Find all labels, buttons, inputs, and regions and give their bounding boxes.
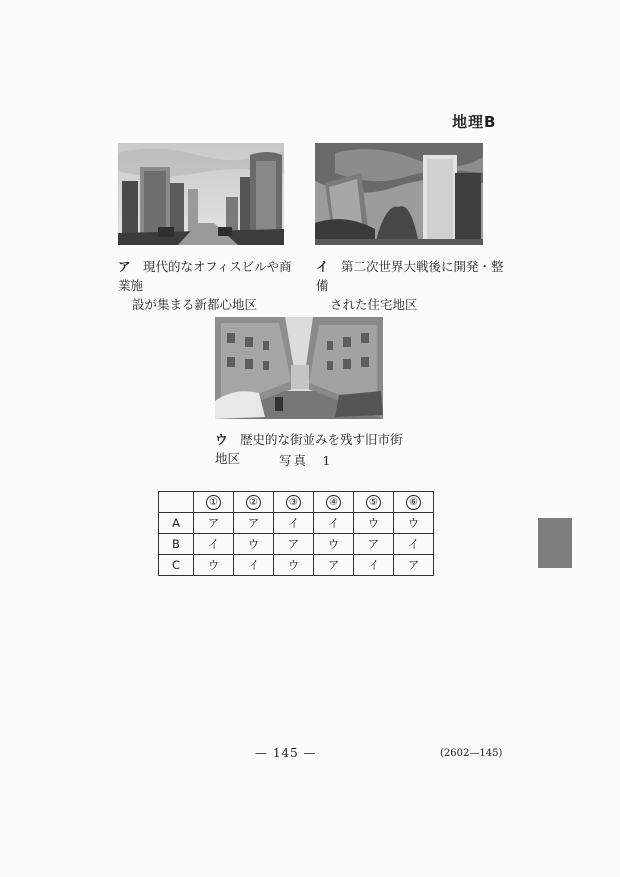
subject-header: 地理B [452,113,497,131]
column-5-label: ⑤ [366,495,381,510]
photo-b-image [315,143,483,245]
row-a-label: A [159,513,194,534]
table-row [159,534,434,555]
column-3-label: ③ [286,495,301,510]
table-row [159,513,434,534]
table-cell: イ [234,555,274,576]
column-3-header [274,492,314,513]
column-5-header [354,492,394,513]
table-cell: イ [314,513,354,534]
table-cell: ア [354,534,394,555]
caption-b [316,257,506,314]
photo-a-office-district [118,143,284,245]
caption-b-mark: イ [316,259,329,274]
column-2-label: ② [246,495,261,510]
column-1-header [194,492,234,513]
column-6-header [394,492,434,513]
side-index-tab [538,518,572,568]
caption-a-line2: 設が集まる新都心地区 [132,297,258,312]
photo-c-image [215,317,383,419]
caption-c-mark: ウ [215,432,228,447]
table-cell: ア [234,513,274,534]
caption-c-line1: 歴史的な街並みを残す旧市街地区 [215,432,403,466]
photo-b-residential-district [315,143,483,245]
table-cell: ウ [274,555,314,576]
document-code: (2602—145) [440,748,503,759]
table-cell: ウ [354,513,394,534]
caption-a-mark: ア [118,259,131,274]
table-cell: イ [274,513,314,534]
column-1-label: ① [206,495,221,510]
column-2-header [234,492,274,513]
table-cell: ア [194,513,234,534]
row-c-label: C [159,555,194,576]
photo-title: 写真 1 [279,453,333,468]
caption-a-line1: 現代的なオフィスビルや商業施 [118,259,292,293]
table-cell: ア [394,555,434,576]
answer-table-header-row [159,492,434,513]
table-cell: ア [314,555,354,576]
column-4-label: ④ [326,495,341,510]
table-cell: イ [354,555,394,576]
table-cell: イ [194,534,234,555]
photo-c-old-town-district [215,317,383,419]
answer-table [158,491,434,576]
caption-b-line1: 第二次世界大戦後に開発・整備 [316,259,504,293]
column-4-header [314,492,354,513]
photo-a-image [118,143,284,245]
table-cell: ア [274,534,314,555]
table-cell: イ [394,534,434,555]
table-cell: ウ [314,534,354,555]
table-cell: ウ [234,534,274,555]
row-b-label: B [159,534,194,555]
page-number: — 145 — [255,746,317,760]
table-cell: ウ [194,555,234,576]
column-6-label: ⑥ [406,495,421,510]
caption-b-line2: された住宅地区 [330,297,418,312]
table-cell: ウ [394,513,434,534]
answer-table-corner [159,492,194,513]
caption-a [118,257,303,314]
table-row [159,555,434,576]
